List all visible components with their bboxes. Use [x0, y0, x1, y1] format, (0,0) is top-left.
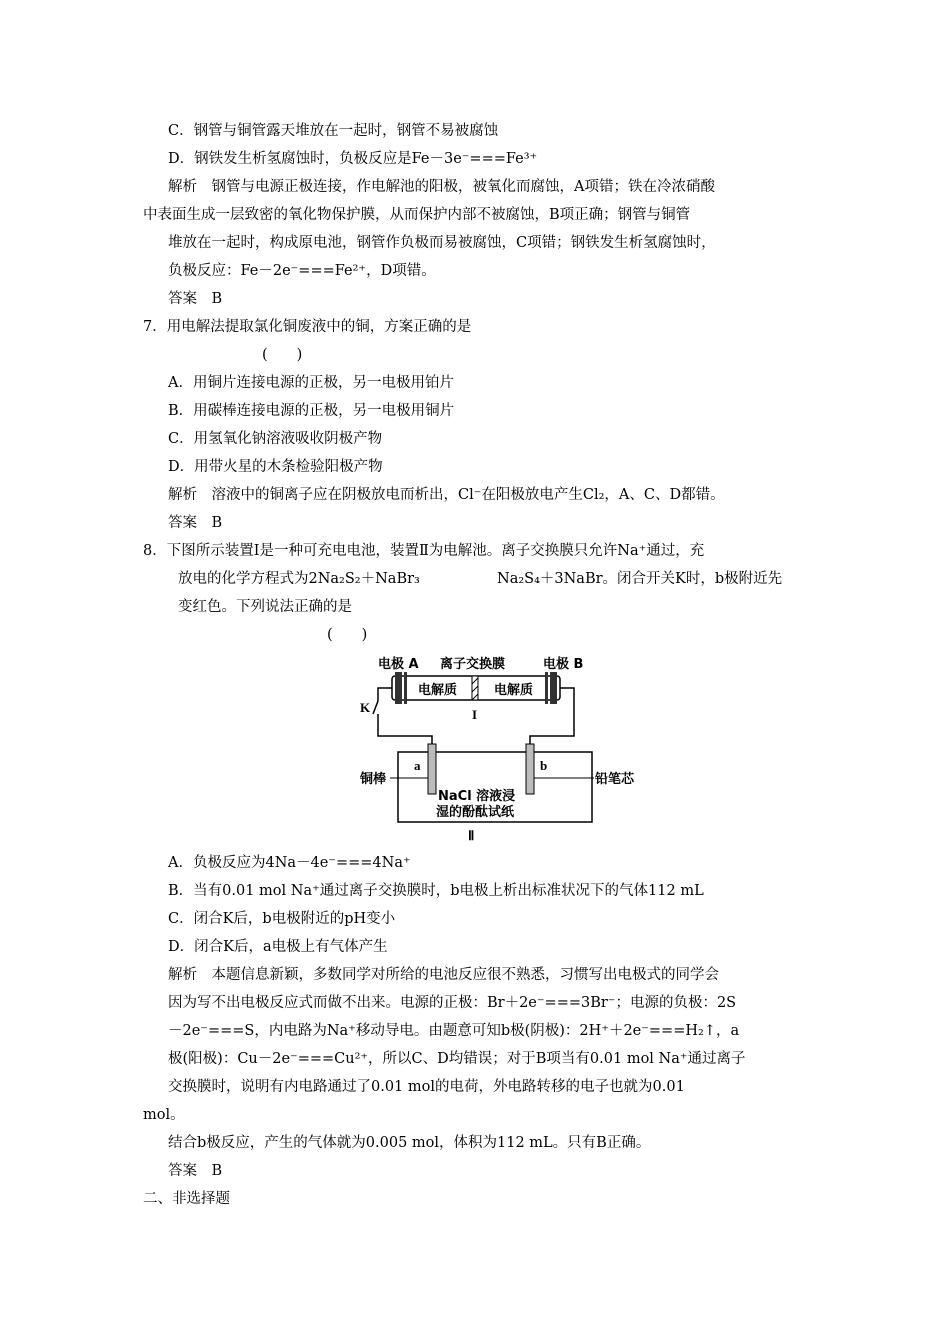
answer-blank: ( ) [262, 347, 303, 363]
label-electrode-a: 电极 A [378, 657, 419, 672]
analysis-line: 负极反应：Fe－2e⁻===Fe²⁺，D项错。 [168, 263, 436, 279]
option-a-q8: A．负极反应为4Na－4e⁻===4Na⁺ [168, 855, 411, 871]
label-copper-rod: 铜棒 [360, 772, 387, 787]
answer-q6: 答案 B [168, 291, 223, 307]
option-d-q8: D．闭合K后，a电极上有气体产生 [168, 939, 388, 955]
question-8-equation-right: Na₂S₄＋3NaBr。闭合开关K时，b极附近先 [497, 571, 783, 587]
label-b: b [540, 758, 548, 773]
apparatus-diagram [360, 654, 635, 844]
analysis-q8: 解析 本题信息新颖，多数同学对所给的电池反应很不熟悉，习惯写出电极式的同学会 [168, 967, 719, 983]
label-switch-k: K [360, 700, 371, 715]
analysis-line: 解析 钢管与电源正极连接，作电解池的阳极，被氧化而腐蚀，A项错；铁在冷浓硝酸 [168, 179, 715, 195]
option-b-q8: B．当有0.01 mol Na⁺通过离子交换膜时，b电极上析出标准状况下的气体112 mL [168, 883, 704, 899]
analysis-line: 堆放在一起时，构成原电池，钢管作负极而易被腐蚀，C项错；钢铁发生析氢腐蚀时， [168, 235, 716, 251]
analysis-q7: 解析 溶液中的铜离子应在阴极放电而析出，Cl⁻在阳极放电产生Cl₂，A、C、D都错。 [168, 487, 725, 503]
label-electrolyte-right: 电解质 [494, 683, 534, 698]
option-d-q6: D．钢铁发生析氢腐蚀时，负极反应是Fe－3e⁻===Fe³⁺ [168, 151, 538, 167]
section-heading: 二、非选择题 [143, 1191, 230, 1207]
copper-rod [428, 744, 436, 794]
option-a-q7: A．用铜片连接电源的正极，另一电极用铂片 [168, 375, 454, 391]
question-8: 8．下图所示装置Ⅰ是一种可充电电池，装置Ⅱ为电解池。离子交换膜只允许Na⁺通过，充 [143, 543, 705, 559]
question-8-equation-left: 放电的化学方程式为2Na₂S₂＋NaBr₃ [178, 571, 420, 587]
answer-q8: 答案 B [168, 1163, 223, 1179]
answer-blank: ( ) [327, 627, 368, 643]
answer-q7: 答案 B [168, 515, 223, 531]
question-8-cont: 变红色。下列说法正确的是 [178, 599, 352, 615]
switch-k [373, 701, 378, 714]
option-c-q6: C．钢管与铜管露天堆放在一起时，钢管不易被腐蚀 [168, 123, 499, 139]
analysis-q8: －2e⁻===S，内电路为Na⁺移动导电。由题意可知b极(阴极)：2H⁺＋2e⁻===H₂↑，a [168, 1023, 740, 1039]
analysis-q8: 结合b极反应，产生的气体就为0.005 mol，体积为112 mL。只有B正确。 [168, 1135, 651, 1151]
option-d-q7: D．用带火星的木条检验阳极产物 [168, 459, 383, 475]
pencil-lead [526, 744, 534, 794]
label-a: a [414, 758, 421, 773]
label-paper-2: 湿的酚酞试纸 [436, 805, 515, 820]
label-device-1: I [472, 707, 478, 722]
option-b-q7: B．用碳棒连接电源的正极，另一电极用铜片 [168, 403, 455, 419]
label-pencil-lead: 铅笔芯 [595, 772, 635, 787]
label-electrolyte-left: 电解质 [418, 683, 458, 698]
label-membrane: 离子交换膜 [440, 657, 506, 672]
analysis-q8: mol。 [143, 1107, 185, 1123]
electrode-a-plate [395, 672, 402, 704]
label-device-2: Ⅱ [468, 828, 475, 843]
option-c-q8: C．闭合K后，b电极附近的pH变小 [168, 911, 396, 927]
analysis-q8: 极(阳极)：Cu－2e⁻===Cu²⁺，所以C、D均错误；对于B项当有0.01 mol Na⁺通过离子 [168, 1051, 746, 1067]
question-7: 7．用电解法提取氯化铜废液中的铜，方案正确的是 [143, 319, 472, 335]
analysis-line: 中表面生成一层致密的氧化物保护膜，从而保护内部不被腐蚀，B项正确；钢管与铜管 [143, 207, 691, 223]
label-paper-1: NaCl 溶液浸 [438, 789, 516, 804]
label-electrode-b: 电极 B [543, 657, 584, 672]
wire-left-bottom [378, 714, 432, 746]
analysis-q8: 因为写不出电极反应式而做不出来。电源的正极：Br＋2e⁻===3Br⁻；电源的负极：2S [168, 995, 737, 1011]
option-c-q7: C．用氢氧化钠溶液吸收阴极产物 [168, 431, 383, 447]
electrode-b-plate [550, 672, 557, 704]
analysis-q8: 交换膜时，说明有内电路通过了0.01 mol的电荷，外电路转移的电子也就为0.01 [168, 1079, 685, 1095]
wire-left-top [378, 688, 392, 701]
